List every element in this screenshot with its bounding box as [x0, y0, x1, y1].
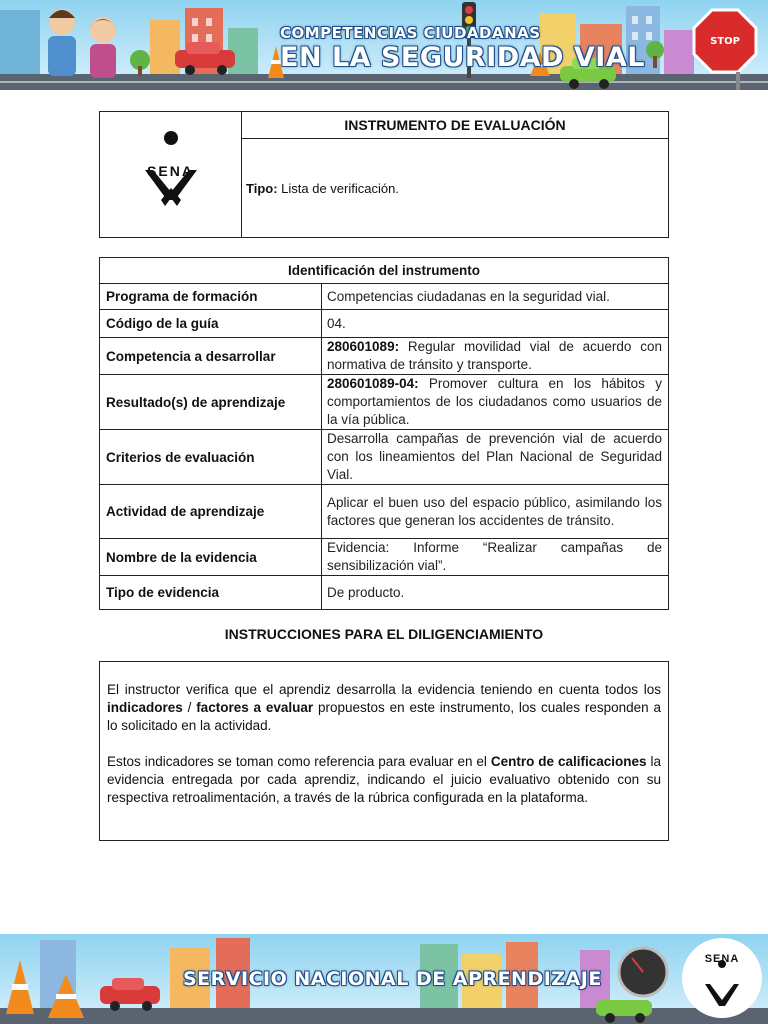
- row-value: De producto.: [322, 576, 669, 610]
- type-label: Tipo:: [246, 180, 278, 196]
- table-row: [100, 539, 669, 576]
- instructions-title: INSTRUCCIONES PARA EL DILIGENCIAMIENTO: [224, 626, 544, 642]
- sena-logo-text: SENA: [147, 163, 194, 179]
- row-label: Programa de formación: [100, 284, 322, 310]
- instructions-paragraph-1: El instructor verifica que el aprendiz desarrolla la evidencia teniendo en cuenta todos los indicadores / factores a evaluar propuestos en este instrumento, los cuales responden a lo solicitado en la actividad.: [107, 682, 661, 733]
- bottom-banner-title: SERVICIO NACIONAL DE APRENDIZAJE: [183, 968, 602, 990]
- identification-caption: Identificación del instrumento: [100, 258, 669, 284]
- row-label: Tipo de evidencia: [100, 576, 322, 610]
- table-row: [100, 284, 669, 310]
- instrument-type: [242, 139, 669, 238]
- instructions-box: [99, 661, 669, 841]
- identification-table: [99, 257, 669, 610]
- table-row: [100, 576, 669, 610]
- banner-subtitle: COMPETENCIAS CIUDADANAS: [280, 24, 541, 42]
- row-label: Criterios de evaluación: [100, 430, 322, 485]
- row-value: Aplicar el buen uso del espacio público, asimilando los factores que generan los accidentes de tránsito.: [322, 485, 669, 539]
- row-value: 280601089: Regular movilidad vial de acuerdo con normativa de tránsito y transporte.: [322, 338, 669, 375]
- instructions-paragraph-2: Estos indicadores se toman como referencia para evaluar en el Centro de calificaciones la evidencia entregada por cada aprendiz, indicando el juicio evaluativo obtenido con su respectiva retroalimentación, a través de la rúbrica configurada en la plataforma.: [107, 754, 661, 805]
- instrument-header-table: [99, 111, 669, 238]
- table-row: [100, 338, 669, 375]
- row-label: Resultado(s) de aprendizaje: [100, 375, 322, 430]
- row-value: Desarrolla campañas de prevención vial de acuerdo con los lineamientos del Plan Nacional de Seguridad Vial.: [322, 430, 669, 485]
- row-value: 04.: [322, 310, 669, 338]
- instrument-title: INSTRUMENTO DE EVALUACIÓN: [242, 112, 669, 139]
- logo-cell: [100, 112, 242, 238]
- row-code: 280601089:: [327, 339, 400, 354]
- row-label: Actividad de aprendizaje: [100, 485, 322, 539]
- top-banner: [0, 0, 768, 90]
- stop-sign-text: STOP: [710, 36, 740, 47]
- row-value: 280601089-04: Promover cultura en los hábitos y comportamientos de los ciudadanos como usuarios de la vía pública.: [322, 375, 669, 430]
- table-row: [100, 430, 669, 485]
- table-row: [100, 485, 669, 539]
- row-code: 280601089-04:: [327, 376, 419, 391]
- banner-title: EN LA SEGURIDAD VIAL: [280, 42, 645, 73]
- table-row: [100, 310, 669, 338]
- row-value: Evidencia: Informe “Realizar campañas de sensibilización vial”.: [322, 539, 669, 576]
- type-value: Lista de verificación.: [277, 180, 399, 196]
- row-label: Código de la guía: [100, 310, 322, 338]
- row-label: Nombre de la evidencia: [100, 539, 322, 576]
- table-row: [100, 375, 669, 430]
- sena-logo-text: SENA: [704, 953, 740, 965]
- row-label: Competencia a desarrollar: [100, 338, 322, 375]
- row-value: Competencias ciudadanas en la seguridad vial.: [322, 284, 669, 310]
